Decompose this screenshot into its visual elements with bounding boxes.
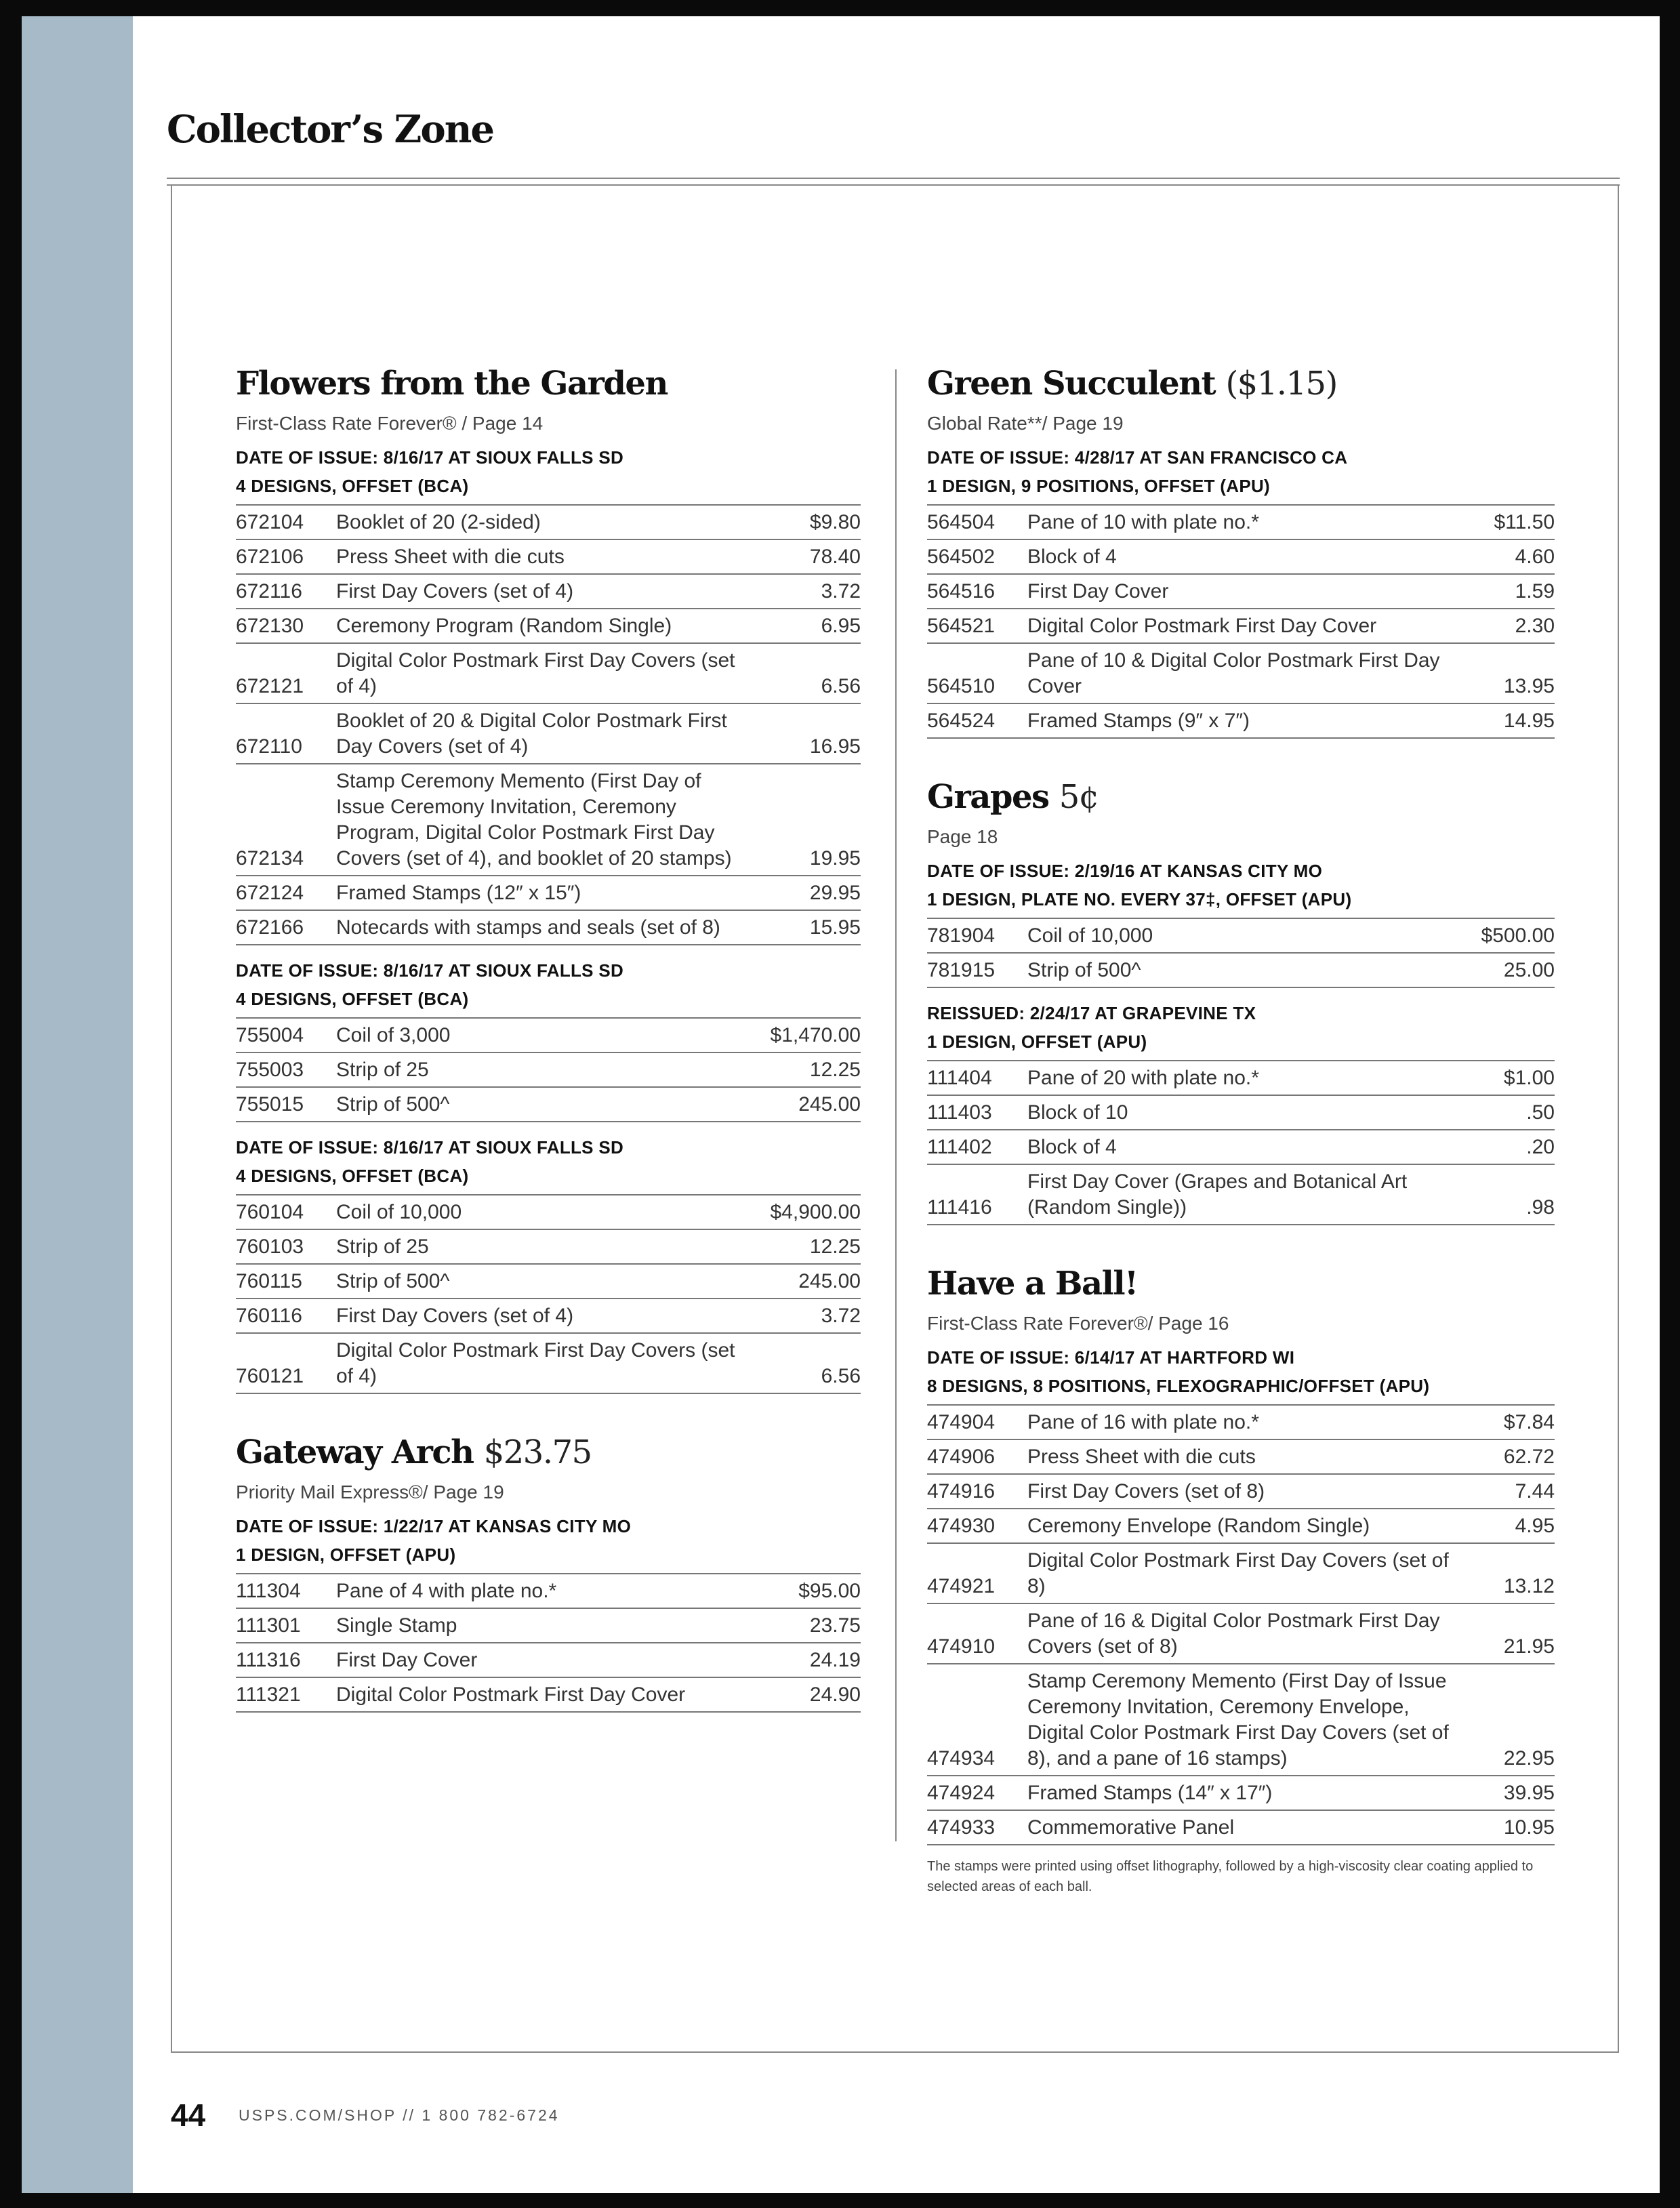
item-row [927,539,1555,574]
issue-info [927,857,1555,914]
item-description: Block of 4 [1027,539,1453,574]
item-description: Framed Stamps (9″ x 7″) [1027,703,1453,738]
issue-info [236,956,861,1013]
issue-line: 4 DESIGNS, OFFSET (BCA) [236,476,469,496]
scan-border-top [0,0,1680,16]
item-row [236,1229,861,1264]
item-description: Pane of 10 with plate no.* [1027,505,1453,539]
item-table [927,1060,1555,1225]
item-price: 4.95 [1453,1509,1555,1543]
item-description: Press Sheet with die cuts [336,539,745,574]
section-name: Gateway Arch [236,1433,474,1471]
item-number: 781915 [927,953,1027,987]
item-row [927,1543,1555,1603]
item-number: 111404 [927,1061,1027,1095]
item-number: 474921 [927,1543,1027,1603]
item-number: 672124 [236,876,336,910]
section-have-a-ball [927,1261,1555,1897]
issue-info [236,1133,861,1190]
issue-info [236,443,861,500]
item-description: Single Stamp [336,1608,745,1643]
item-row [236,1195,861,1229]
section-subtitle: First-Class Rate Forever®/ Page 16 [927,1313,1229,1334]
item-number: 474916 [927,1474,1027,1509]
item-description: Block of 10 [1027,1095,1453,1130]
item-number: 760116 [236,1299,336,1333]
item-number: 755004 [236,1018,336,1052]
scan-border-bottom [0,2193,1680,2208]
item-row [236,703,861,764]
item-description: Coil of 10,000 [1027,918,1453,953]
issue-line: 4 DESIGNS, OFFSET (BCA) [236,989,469,1009]
item-number: 111316 [236,1643,336,1677]
item-price: 14.95 [1453,703,1555,738]
item-row [236,1299,861,1333]
item-row [927,1095,1555,1130]
item-number: 564510 [927,643,1027,703]
item-description: Booklet of 20 (2-sided) [336,505,745,539]
item-description: Digital Color Postmark First Day Cover [1027,609,1453,643]
item-number: 564504 [927,505,1027,539]
item-number: 672121 [236,643,336,703]
item-description: Strip of 25 [336,1229,745,1264]
item-price: 1.59 [1453,574,1555,609]
item-description: Stamp Ceremony Memento (First Day of Issue Ceremony Invitation, Ceremony Program, Digital Color Postmark First Day Covers (set of 4), and booklet of 20 stamps) [336,764,745,876]
side-color-band [22,16,133,2193]
item-price: 10.95 [1453,1810,1555,1845]
item-row [236,1643,861,1677]
box-top-rule [167,184,1620,186]
issue-line: 1 DESIGN, OFFSET (APU) [236,1545,456,1565]
section-subtitle: Priority Mail Express®/ Page 19 [236,1481,504,1502]
item-row [236,1677,861,1712]
section-name: Have a Ball! [927,1265,1138,1303]
item-row [927,918,1555,953]
item-number: 474934 [927,1664,1027,1776]
item-number: 111403 [927,1095,1027,1130]
box-right-rule [1618,184,1619,2051]
item-row [927,703,1555,738]
issue-line: DATE OF ISSUE: 8/16/17 AT SIOUX FALLS SD [236,960,624,981]
item-description: Stamp Ceremony Memento (First Day of Issue Ceremony Invitation, Ceremony Envelope, Digital Color Postmark First Day Covers (set of 8), and a pane of 16 stamps) [1027,1664,1453,1776]
item-row [236,1333,861,1393]
issue-info [236,1512,861,1569]
issue-info [927,1343,1555,1400]
item-price: 39.95 [1453,1776,1555,1810]
item-row [236,1574,861,1608]
item-description: Strip of 25 [336,1052,745,1087]
item-description: Ceremony Program (Random Single) [336,609,745,643]
item-description: Pane of 16 & Digital Color Postmark First Day Covers (set of 8) [1027,1603,1453,1664]
issue-line: DATE OF ISSUE: 8/16/17 AT SIOUX FALLS SD [236,1137,624,1158]
item-table [236,504,861,945]
item-number: 760115 [236,1264,336,1299]
item-description: Coil of 10,000 [336,1195,745,1229]
item-row [927,953,1555,987]
item-description: Commemorative Panel [1027,1810,1453,1845]
item-description: Coil of 3,000 [336,1018,745,1052]
item-price: 23.75 [745,1608,861,1643]
item-description: Pane of 10 & Digital Color Postmark First Day Cover [1027,643,1453,703]
item-number: 755015 [236,1087,336,1122]
item-price: 16.95 [745,703,861,764]
item-number: 474930 [927,1509,1027,1543]
item-description: First Day Cover [336,1643,745,1677]
item-number: 755003 [236,1052,336,1087]
header-rule [167,178,1620,179]
column-divider [895,369,897,1841]
item-price: 21.95 [1453,1603,1555,1664]
item-number: 564502 [927,539,1027,574]
section-name: Green Succulent [927,365,1216,403]
item-price: $95.00 [745,1574,861,1608]
item-price: .20 [1453,1130,1555,1164]
item-price: $4,900.00 [745,1195,861,1229]
section-price: ($1.15) [1225,365,1337,403]
item-price: $1,470.00 [745,1018,861,1052]
scan-border-right [1660,0,1680,2208]
item-price: .50 [1453,1095,1555,1130]
item-number: 672110 [236,703,336,764]
section-title [927,361,1555,407]
item-number: 760121 [236,1333,336,1393]
item-row [236,643,861,703]
item-number: 672104 [236,505,336,539]
issue-line: DATE OF ISSUE: 6/14/17 AT HARTFORD WI [927,1347,1295,1368]
item-price: $1.00 [1453,1061,1555,1095]
page-number: 44 [171,2098,206,2133]
footnote: The stamps were printed using offset lithography, followed by a high-viscosity clear coating applied to selected areas of each ball. [927,1859,1534,1894]
section-title [927,1261,1555,1307]
issue-line: 8 DESIGNS, 8 POSITIONS, FLEXOGRAPHIC/OFFSET (APU) [927,1376,1430,1396]
issue-line: DATE OF ISSUE: 8/16/17 AT SIOUX FALLS SD [236,447,624,468]
item-description: Ceremony Envelope (Random Single) [1027,1509,1453,1543]
item-row [236,609,861,643]
item-row [236,574,861,609]
issue-info [927,443,1555,500]
item-row [236,1087,861,1122]
zone-title: Collector’s Zone [167,107,494,152]
item-row [927,505,1555,539]
item-row [236,1264,861,1299]
item-number: 672130 [236,609,336,643]
item-price: $7.84 [1453,1405,1555,1439]
issue-line: 4 DESIGNS, OFFSET (BCA) [236,1166,469,1186]
item-description: Strip of 500^ [336,1087,745,1122]
scan-border-left [0,0,22,2208]
item-number: 474910 [927,1603,1027,1664]
item-number: 474924 [927,1776,1027,1810]
item-price: .98 [1453,1164,1555,1225]
item-row [927,1509,1555,1543]
item-price: 7.44 [1453,1474,1555,1509]
item-description: First Day Covers (set of 4) [336,1299,745,1333]
item-number: 564516 [927,574,1027,609]
item-description: Digital Color Postmark First Day Covers (set of 4) [336,1333,745,1393]
item-number: 474906 [927,1439,1027,1474]
section-gateway-arch [236,1429,861,1713]
item-price: 6.56 [745,1333,861,1393]
issue-line: DATE OF ISSUE: 4/28/17 AT SAN FRANCISCO CA [927,447,1348,468]
item-number: 111321 [236,1677,336,1712]
item-number: 111301 [236,1608,336,1643]
footer-url: USPS.COM/SHOP // 1 800 782-6724 [239,2106,560,2124]
item-description: First Day Covers (set of 4) [336,574,745,609]
right-column [927,361,1555,1932]
item-row [927,1061,1555,1095]
box-left-rule [171,184,172,2051]
item-number: 781904 [927,918,1027,953]
section-subtitle: Global Rate**/ Page 19 [927,413,1124,434]
item-description: Press Sheet with die cuts [1027,1439,1453,1474]
section-green-succulent [927,361,1555,739]
item-description: Strip of 500^ [1027,953,1453,987]
item-description: Notecards with stamps and seals (set of 8) [336,910,745,945]
item-price: 12.25 [745,1052,861,1087]
section-title [927,774,1555,820]
item-description: Digital Color Postmark First Day Covers (set of 4) [336,643,745,703]
item-number: 760103 [236,1229,336,1264]
item-number: 474904 [927,1405,1027,1439]
item-description: Booklet of 20 & Digital Color Postmark First Day Covers (set of 4) [336,703,745,764]
item-price: 29.95 [745,876,861,910]
item-table [927,504,1555,739]
item-description: Digital Color Postmark First Day Covers (set of 8) [1027,1543,1453,1603]
item-price: 62.72 [1453,1439,1555,1474]
item-description: Pane of 16 with plate no.* [1027,1405,1453,1439]
item-price: $11.50 [1453,505,1555,539]
item-number: 564521 [927,609,1027,643]
item-table [236,1194,861,1394]
item-price: 24.19 [745,1643,861,1677]
item-table [927,918,1555,988]
item-description: First Day Cover [1027,574,1453,609]
left-column [236,361,861,1748]
item-description: Pane of 20 with plate no.* [1027,1061,1453,1095]
item-row [927,1439,1555,1474]
item-price: 25.00 [1453,953,1555,987]
section-price: $23.75 [483,1433,592,1471]
item-price: 22.95 [1453,1664,1555,1776]
item-price: 24.90 [745,1677,861,1712]
section-subtitle: Page 18 [927,826,998,847]
item-price: 12.25 [745,1229,861,1264]
section-title [236,1429,861,1475]
item-row [236,539,861,574]
item-number: 672106 [236,539,336,574]
item-description: Block of 4 [1027,1130,1453,1164]
item-row [927,1164,1555,1225]
item-row [927,1776,1555,1810]
item-row [236,1608,861,1643]
item-price: 15.95 [745,910,861,945]
item-price: 3.72 [745,1299,861,1333]
item-row [236,1052,861,1087]
issue-line: DATE OF ISSUE: 1/22/17 AT KANSAS CITY MO [236,1516,632,1536]
section-title [236,361,861,407]
item-row [236,910,861,945]
item-row [927,1664,1555,1776]
item-row [236,764,861,876]
item-number: 672166 [236,910,336,945]
section-subtitle: First-Class Rate Forever® / Page 14 [236,413,544,434]
item-row [927,643,1555,703]
section-name: Flowers from the Garden [236,365,668,403]
item-price: 2.30 [1453,609,1555,643]
item-row [927,1405,1555,1439]
item-description: Digital Color Postmark First Day Cover [336,1677,745,1712]
section-grapes [927,774,1555,1225]
item-row [236,1018,861,1052]
item-number: 564524 [927,703,1027,738]
item-table [236,1017,861,1122]
item-description: First Day Covers (set of 8) [1027,1474,1453,1509]
item-price: $9.80 [745,505,861,539]
item-price: 13.12 [1453,1543,1555,1603]
issue-line: 1 DESIGN, PLATE NO. EVERY 37‡, OFFSET (APU) [927,889,1352,909]
item-price: $500.00 [1453,918,1555,953]
issue-line: DATE OF ISSUE: 2/19/16 AT KANSAS CITY MO [927,861,1323,881]
item-row [927,609,1555,643]
issue-line: REISSUED: 2/24/17 AT GRAPEVINE TX [927,1003,1256,1023]
item-row [927,1474,1555,1509]
item-row [236,505,861,539]
item-row [927,1603,1555,1664]
item-number: 474933 [927,1810,1027,1845]
item-description: Framed Stamps (12″ x 15″) [336,876,745,910]
item-table [236,1573,861,1713]
issue-line: 1 DESIGN, 9 POSITIONS, OFFSET (APU) [927,476,1271,496]
item-row [927,574,1555,609]
item-table [927,1404,1555,1845]
item-price: 245.00 [745,1264,861,1299]
section-name: Grapes [927,778,1049,816]
item-number: 672134 [236,764,336,876]
issue-info [927,999,1555,1056]
item-description: Framed Stamps (14″ x 17″) [1027,1776,1453,1810]
item-price: 4.60 [1453,539,1555,574]
item-price: 78.40 [745,539,861,574]
item-number: 111416 [927,1164,1027,1225]
issue-line: 1 DESIGN, OFFSET (APU) [927,1031,1147,1052]
box-bottom-rule [171,2051,1619,2053]
item-number: 760104 [236,1195,336,1229]
item-number: 111304 [236,1574,336,1608]
item-row [927,1130,1555,1164]
item-description: Pane of 4 with plate no.* [336,1574,745,1608]
item-price: 13.95 [1453,643,1555,703]
item-number: 672116 [236,574,336,609]
item-description: First Day Cover (Grapes and Botanical Art (Random Single)) [1027,1164,1453,1225]
item-price: 19.95 [745,764,861,876]
item-price: 3.72 [745,574,861,609]
item-description: Strip of 500^ [336,1264,745,1299]
section-flowers-from-the-garden [236,361,861,1394]
item-number: 111402 [927,1130,1027,1164]
item-price: 245.00 [745,1087,861,1122]
item-price: 6.56 [745,643,861,703]
section-price: 5¢ [1059,778,1099,816]
item-price: 6.95 [745,609,861,643]
item-row [927,1810,1555,1845]
item-row [236,876,861,910]
